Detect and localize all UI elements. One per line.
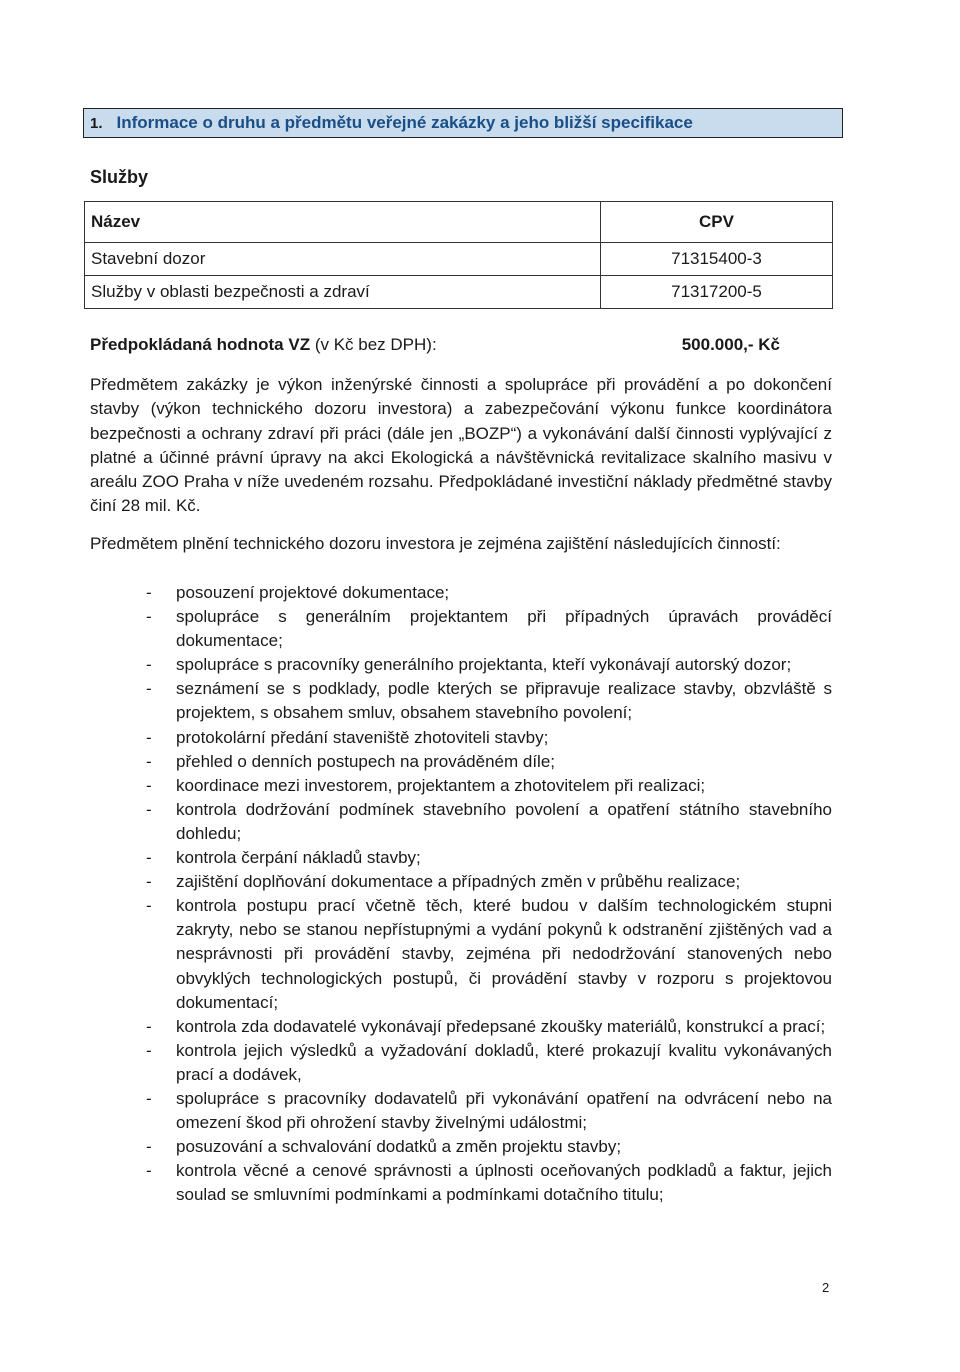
list-item-text: zajištění doplňování dokumentace a případných změn v průběhu realizace; [176,872,741,892]
cpv-code-cell: 71317200-5 [601,276,833,309]
list-item-text: seznámení se s podklady, podle kterých se připravuje realizace stavby, obzvláště s projektem, s obsahem smluv, obsahem stavebního povolení; [176,679,832,723]
list-dash-marker: - [146,1088,152,1108]
scope-paragraph: Předmětem zakázky je výkon inženýrské činnosti a spolupráce při provádění a po dokončení stavby (výkon technického dozoru investora) a zabezpečování výkonu funkce koordinátora bezpečnosti a ochrany zdraví při práci (dále jen „BOZP“) a vykonávání další činnosti vyplývající z platné a účinné právní úpravy na akci Ekologická a návštěvnická revitalizace skalního masivu v areálu ZOO Praha v níže uvedeném rozsahu. Předpokládané investiční náklady předmětné stavby činí 28 mil. Kč. [90,375,832,516]
page-number: 2 [822,1280,830,1295]
list-item-text: spolupráce s pracovníky generálního projektanta, kteří vykonávají autorský dozor; [176,655,792,675]
list-item-text: přehled o denních postupech na prováděném díle; [176,751,555,771]
section-title: Informace o druhu a předmětu veřejné zakázky a jeho bližší specifikace [116,113,693,132]
list-dash-marker: - [146,896,152,916]
list-item [90,846,832,870]
list-item-text: kontrola dodržování podmínek stavebního povolení a opatření státního stavebního dohledu; [176,799,832,843]
list-item-text: kontrola věcné a cenové správnosti a úplnosti oceňovaných podkladů a faktur, jejich soulad se smluvními podmínkami a podmínkami dotačního titulu; [176,1161,832,1205]
list-item [90,677,832,725]
estimated-value-label-note: (v Kč bez DPH): [314,335,437,354]
list-item [90,726,832,750]
list-item [90,605,832,653]
section-heading [83,108,843,138]
table-row [85,276,833,309]
list-item [90,774,832,798]
list-item-text: kontrola zda dodavatelé vykonávají předepsané zkoušky materiálů, konstrukcí a prací; [176,1016,826,1036]
list-item [90,581,832,605]
list-dash-marker: - [146,727,152,747]
list-item [90,1015,832,1039]
list-item-text: posouzení projektové dokumentace; [176,583,450,602]
tasks-list [90,581,832,1207]
list-item-text: spolupráce s pracovníky dodavatelů při vykonávání opatření na odvrácení nebo na omezení škod při ohrožení stavby živelnými událostmi; [176,1088,832,1133]
list-dash-marker: - [146,775,152,795]
column-header-name: Název [85,202,601,243]
estimated-value-amount: 500.000,- Kč [681,335,780,354]
list-item [90,798,832,846]
list-dash-marker: - [146,1161,152,1181]
list-item-text: kontrola postupu prací včetně těch, které budou v dalším technologickém stupni zakryty, nebo se stanou nepřístupnými a vydání pokynů k odstranění zjištěných vad a nesprávnosti při provádění stavby, zejména při nedodržování stanovených nebo obvyklých technologických postupů, či provádění stavby v rozporu s projektovou dokumentací; [176,896,832,1012]
list-dash-marker: - [146,848,152,868]
estimated-value-label-text: Předpokládaná hodnota VZ [90,335,311,354]
estimated-value-label [90,335,437,354]
list-item-text: protokolární předání staveniště zhotoviteli stavby; [176,727,549,747]
list-item [90,870,832,894]
list-dash-marker: - [146,1016,152,1036]
list-item [90,653,832,677]
column-header-cpv: CPV [601,202,833,243]
cpv-table [84,201,833,309]
list-dash-marker: - [146,679,152,699]
table-header-row [85,202,833,243]
list-item-text: posuzování a schvalování dodatků a změn projektu stavby; [176,1137,622,1157]
section-number: 1. [90,114,103,132]
list-item-text: spolupráce s generálním projektantem při případných úpravách prováděcí dokumentace; [176,607,832,651]
list-item-text: koordinace mezi investorem, projektantem a zhotovitelem při realizaci; [176,775,706,795]
list-item [90,1135,832,1159]
service-name-cell: Služby v oblasti bezpečnosti a zdraví [85,276,601,309]
list-dash-marker: - [146,583,152,602]
list-dash-marker: - [146,607,152,627]
list-dash-marker: - [146,1137,152,1157]
list-item [90,1039,832,1087]
tasks-intro-paragraph: Předmětem plnění technického dozoru investora je zejména zajištění následujících činností: [90,534,781,553]
list-item-text: kontrola čerpání nákladů stavby; [176,848,421,868]
list-item [90,1159,832,1207]
list-dash-marker: - [146,751,152,771]
list-item [90,894,832,1014]
table-row [85,243,833,276]
list-item-text: kontrola jejich výsledků a vyžadování dokladů, které prokazují kvalitu vykonávaných prací a dodávek, [176,1040,832,1084]
list-item [90,1087,832,1135]
service-name-cell: Stavební dozor [85,243,601,276]
subheading-services: Služby [90,167,149,187]
list-dash-marker: - [146,799,152,819]
cpv-code-cell: 71315400-3 [601,243,833,276]
list-dash-marker: - [146,872,152,892]
list-dash-marker: - [146,655,152,675]
list-item [90,750,832,774]
list-dash-marker: - [146,1040,152,1060]
estimated-value-row [90,335,780,355]
